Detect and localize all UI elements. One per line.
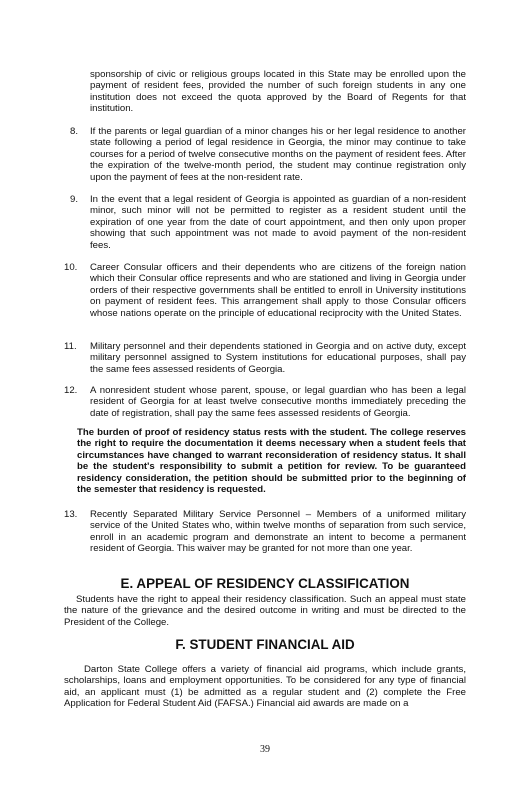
item-number: 13. <box>64 509 78 520</box>
list-item-text: If the parents or legal guardian of a minor changes his or her legal residence to another state following a period of legal residence in Georgia, the minor may continue to take courses for a period of twelve consecutive months on the payment of resident fees. After the expiration of the twelve-month period, the student may continue registration only upon the payment of fees at the non-resident rate. <box>90 126 466 183</box>
continuation-paragraph: sponsorship of civic or religious groups located in this State may be enrolled upon the payment of resident fees, provided the number of such foreign students in any one institution does not exceed the quota approved by the Board of Regents for that institution. <box>90 69 466 115</box>
page-number: 39 <box>260 744 270 755</box>
item-number: 10. <box>64 262 78 273</box>
item-number: 8. <box>70 126 79 137</box>
item-number: 11. <box>64 341 77 352</box>
section-heading-financial-aid: F. STUDENT FINANCIAL AID <box>175 637 355 652</box>
item-number: 9. <box>70 194 79 205</box>
list-item-text: Military personnel and their dependents stationed in Georgia and on active duty, except military personnel assigned to System institutions for educational purposes, shall pay the same fees assessed residents of Georgia. <box>90 341 466 375</box>
list-item-text: Career Consular officers and their dependents who are citizens of the foreign nation which their Consular office represents and who are stationed and living in Georgia under orders of their respective governments shall be entitled to enroll in University institutions on payment of resident fees. This arrangement shall apply to those Consular officers whose nations operate on the principle of educational reciprocity with the United States. <box>90 262 466 319</box>
financial-aid-paragraph: Darton State College offers a variety of financial aid programs, which include grants, scholarships, loans and employment opportunities. To be considered for any type of financial aid, an applicant must (1) be admitted as a regular student and (2) complete the Free Application for Federal Student Aid (FAFSA.) Financial aid awards are made on a <box>64 664 466 710</box>
list-item-text: In the event that a legal resident of Georgia is appointed as guardian of a non-resident minor, such minor will not be permitted to register as a resident student until the expiration of one year from the date of court appointment, and then only upon proper showing that such appointment was not made to avoid payment of the non-resident fees. <box>90 194 466 251</box>
section-heading-appeal: E. APPEAL OF RESIDENCY CLASSIFICATION <box>120 576 410 591</box>
item-number: 12. <box>64 385 78 396</box>
list-item-text: A nonresident student whose parent, spouse, or legal guardian who has been a legal resident of Georgia for at least twelve consecutive months immediately preceding the date of registration, shall pay the same fees assessed residents of Georgia. <box>90 385 466 419</box>
residency-burden-notice: The burden of proof of residency status rests with the student. The college reserves the right to require the documentation it deems necessary when a student feels that circumstances have changed to warrant reconsideration of residency status. It shall be the student's responsibility to submit a petition for review. To be guaranteed residency consideration, the petition should be submitted prior to the beginning of the semester that residency is requested. <box>77 427 466 496</box>
list-item-text: Recently Separated Military Service Personnel – Members of a uniformed military service of the United States who, within twelve months of separation from such service, enroll in an academic program and demonstrate an intent to become a permanent resident of Georgia. This waiver may be granted for not more than one year. <box>90 509 466 555</box>
appeal-paragraph: Students have the right to appeal their residency classification. Such an appeal must state the nature of the grievance and the desired outcome in writing and must be directed to the President of the College. <box>64 594 466 628</box>
